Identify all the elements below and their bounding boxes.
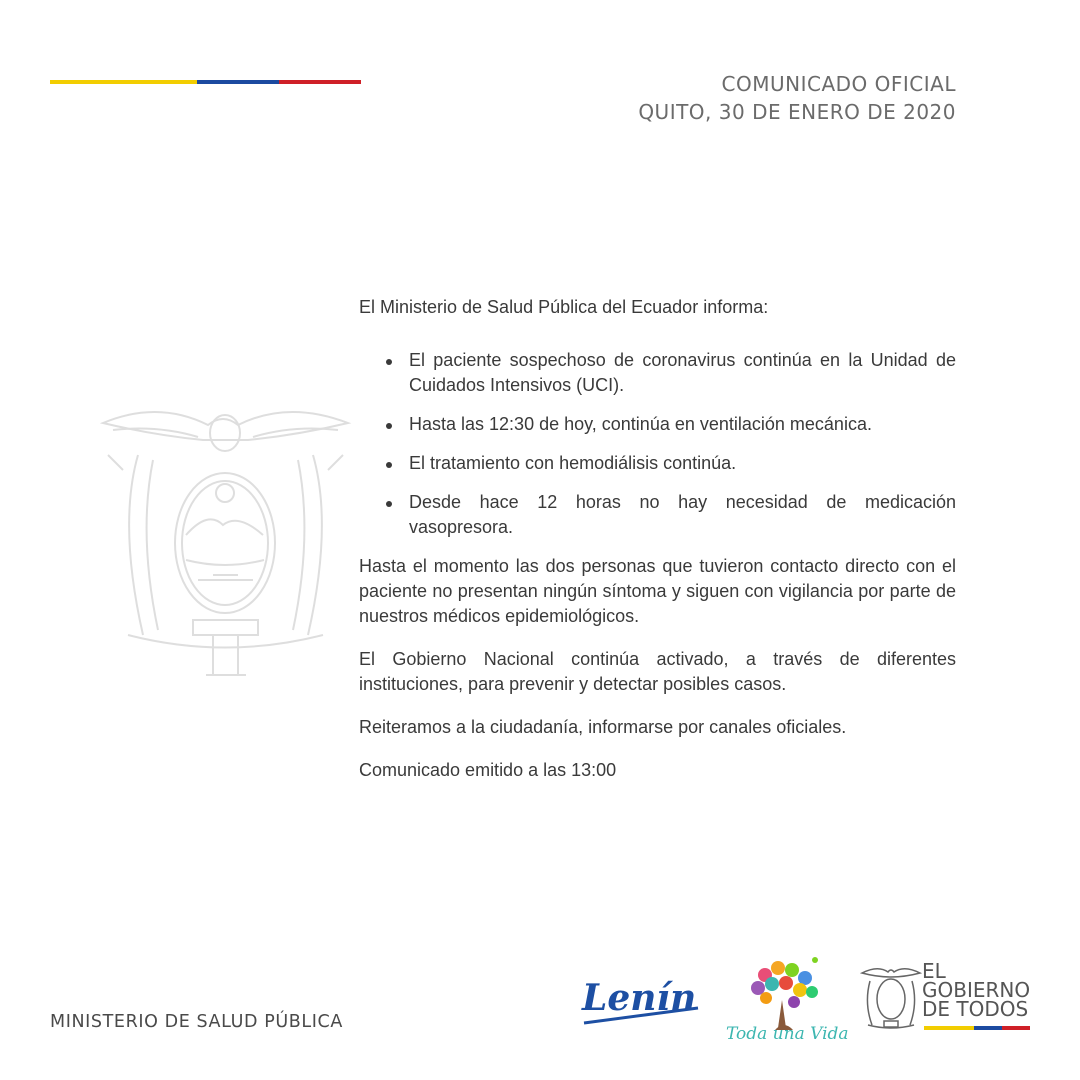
communique-header: [638, 70, 956, 126]
issued-time-paragraph: Comunicado emitido a las 13:00: [359, 760, 617, 780]
lenin-logo: [578, 968, 703, 1038]
contacts-paragraph: Hasta el momento las dos personas que tuvieron contacto directo con el paciente no presentan ningún síntoma y siguen con vigilancia por parte de nuestros médicos epidemiológicos.: [359, 556, 956, 626]
flag-stripe-yellow: [50, 80, 197, 84]
lenin-logo-text: Lenín: [582, 977, 697, 1019]
toda-una-vida-text: Toda una Vida: [726, 1024, 849, 1044]
status-list: [359, 348, 956, 540]
gob-stripe-yellow: [924, 1026, 974, 1030]
list-item: Desde hace 12 horas no hay necesidad de medicación vasopresora.: [383, 490, 956, 540]
coat-of-arms-watermark-icon: [98, 395, 353, 680]
communique-title: COMUNICADO OFICIAL: [721, 72, 956, 96]
ministry-name: MINISTERIO DE SALUD PÚBLICA: [50, 1012, 343, 1032]
communique-date: QUITO, 30 DE ENERO DE 2020: [638, 100, 956, 124]
gob-line-de-todos: DE TODOS: [922, 997, 1029, 1021]
flag-stripe-red: [279, 80, 361, 84]
gobierno-de-todos-logo: [922, 959, 1031, 1021]
coat-of-arms-icon: [860, 963, 922, 1033]
intro-text: El Ministerio de Salud Pública del Ecuador informa:: [359, 297, 769, 317]
gob-line-gobierno: GOBIERNO: [922, 978, 1031, 1002]
official-channels-paragraph: Reiteramos a la ciudadanía, informarse por canales oficiales.: [359, 717, 847, 737]
list-item: El tratamiento con hemodiálisis continúa.: [383, 451, 956, 476]
flag-stripe-blue: [197, 80, 279, 84]
gob-line-el: EL: [922, 959, 946, 983]
government-paragraph: El Gobierno Nacional continúa activado, a través de diferentes instituciones, para prevenir y detectar posibles casos.: [359, 649, 956, 694]
gob-color-stripes: [924, 1026, 1030, 1030]
communique-body: [359, 295, 956, 801]
list-item: El paciente sospechoso de coronavirus continúa en la Unidad de Cuidados Intensivos (UCI).: [383, 348, 956, 398]
gob-stripe-blue: [974, 1026, 1002, 1030]
list-item: Hasta las 12:30 de hoy, continúa en ventilación mecánica.: [383, 412, 956, 437]
flag-color-bar: [50, 80, 361, 84]
gob-stripe-red: [1002, 1026, 1030, 1030]
